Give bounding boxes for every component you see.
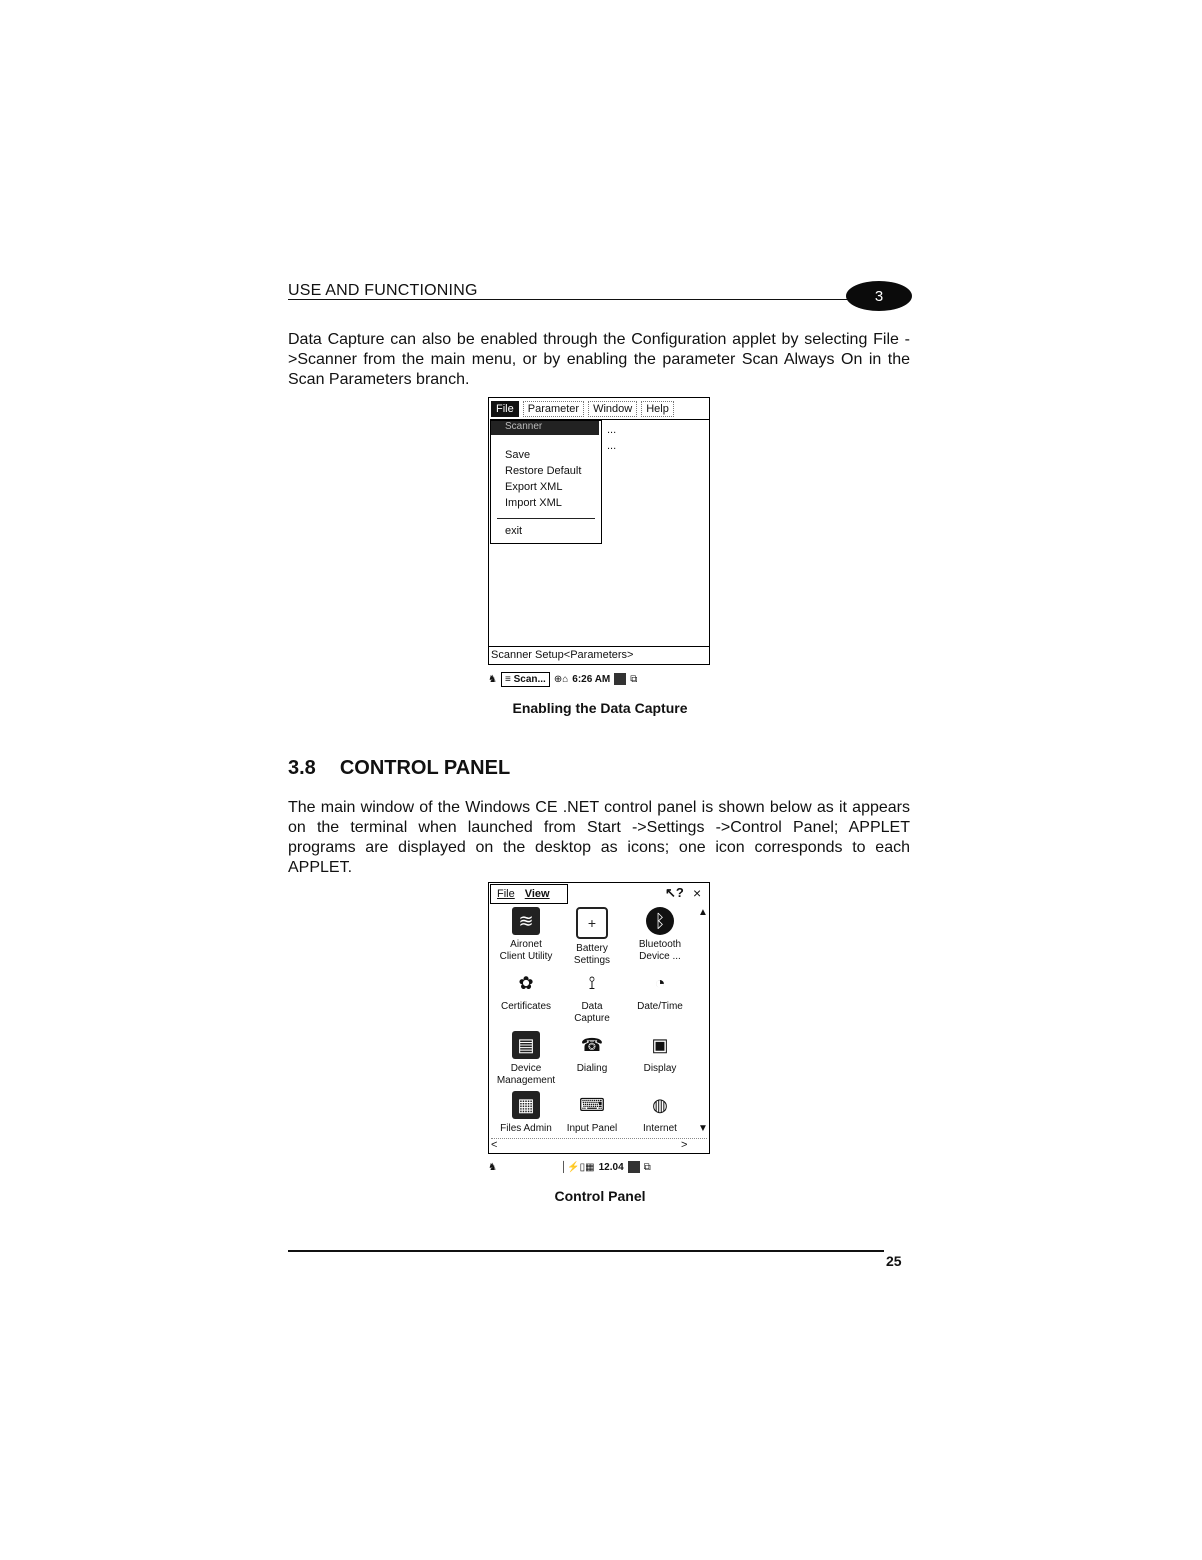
- applet-label: Internet: [643, 1123, 677, 1134]
- file-dropdown-menu: [490, 420, 602, 544]
- start-icon[interactable]: ♞: [488, 1161, 497, 1173]
- chapter-badge: 3: [846, 281, 912, 311]
- menu-bar: [490, 884, 568, 904]
- page-number: 25: [886, 1253, 902, 1269]
- taskbar: [488, 667, 710, 691]
- applet-certificates[interactable]: [491, 969, 561, 1013]
- desktop-icon[interactable]: ⧉: [643, 1161, 651, 1173]
- applet-label: Management: [496, 1075, 556, 1086]
- applet-battery[interactable]: [557, 907, 627, 967]
- menu-item-restore-default[interactable]: Restore Default: [505, 465, 582, 477]
- applet-internet[interactable]: [625, 1091, 695, 1135]
- footer-rule: [288, 1250, 884, 1252]
- applet-label: Input Panel: [566, 1123, 618, 1134]
- horizontal-scrollbar[interactable]: [491, 1138, 707, 1151]
- applet-display[interactable]: [625, 1031, 695, 1075]
- applet-label: Settings: [573, 955, 611, 966]
- scanner-icon: ≡: [504, 673, 514, 685]
- config-applet-screenshot: [488, 397, 710, 665]
- files-icon: ▦: [512, 1091, 540, 1119]
- scroll-up-arrow[interactable]: ▲: [698, 907, 708, 918]
- menu-separator: [497, 518, 595, 519]
- keyboard-icon: ⌨: [579, 1095, 605, 1115]
- applet-label: Battery: [576, 943, 608, 954]
- display-icon: ▣: [651, 1035, 669, 1055]
- applet-label: Client Utility: [499, 951, 553, 962]
- close-button[interactable]: ×: [693, 885, 702, 901]
- taskbar: [488, 1156, 710, 1178]
- certificate-icon: ✿: [518, 973, 534, 993]
- applet-aironet[interactable]: [491, 907, 561, 963]
- start-icon[interactable]: ♞: [488, 673, 497, 685]
- clock: 12.04: [598, 1161, 624, 1173]
- scroll-left-arrow[interactable]: <: [491, 1139, 498, 1151]
- task-label: Scan...: [513, 673, 546, 685]
- applet-files-admin[interactable]: [491, 1091, 561, 1135]
- menu-view[interactable]: View: [524, 888, 550, 900]
- applet-label: Files Admin: [500, 1123, 552, 1134]
- section-title: CONTROL PANEL: [339, 757, 511, 779]
- section-heading: [288, 757, 510, 780]
- help-button[interactable]: [665, 885, 684, 901]
- phone-icon: ☎: [580, 1035, 604, 1055]
- menu-file[interactable]: File: [491, 401, 519, 417]
- menu-window[interactable]: Window: [588, 401, 637, 417]
- menu-item-import-xml[interactable]: Import XML: [505, 497, 562, 509]
- status-bar: Scanner Setup<Parameters>: [489, 646, 709, 664]
- menu-item-export-xml[interactable]: Export XML: [505, 481, 563, 493]
- help-label: ?: [675, 885, 684, 900]
- data-capture-icon: ⟟: [588, 973, 596, 993]
- input-panel-icon[interactable]: [614, 673, 626, 685]
- task-button-scan[interactable]: [501, 672, 550, 687]
- applet-label: Capture: [574, 1013, 610, 1024]
- menu-item-save[interactable]: Save: [505, 449, 531, 461]
- figure-caption: Control Panel: [554, 1188, 646, 1204]
- ellipsis-label: ...: [607, 424, 617, 436]
- menu-help[interactable]: Help: [641, 401, 674, 417]
- pointer-icon: ↖: [665, 885, 676, 900]
- battery-icon: +: [576, 907, 608, 939]
- applet-label: Certificates: [500, 1001, 551, 1012]
- control-panel-paragraph: The main window of the Windows CE .NET control panel is shown below as it appears on the terminal when launched from Start ->Settings ->Control Panel; APPLET programs are displayed on the desktop as icons; one icon corresponds to each APPLET.: [288, 799, 910, 876]
- desktop-icon[interactable]: ⧉: [630, 673, 638, 685]
- wifi-icon: ≋: [512, 907, 540, 935]
- clock-icon: ◔: [654, 973, 666, 993]
- applet-label: Device: [510, 1063, 542, 1074]
- menu-file[interactable]: File: [497, 888, 515, 900]
- scroll-down-arrow[interactable]: ▼: [698, 1123, 708, 1134]
- running-header: USE AND FUNCTIONING: [288, 282, 478, 299]
- menu-parameter[interactable]: Parameter: [523, 401, 584, 417]
- section-number: 3.8: [288, 757, 316, 779]
- menu-item-scanner[interactable]: Scanner: [491, 421, 599, 435]
- menu-bar: [490, 399, 709, 420]
- tray-icons: ⊕⌂: [553, 673, 569, 685]
- clock: 6:26 AM: [572, 673, 611, 685]
- header-rule: [288, 299, 848, 300]
- input-panel-icon[interactable]: [628, 1161, 640, 1173]
- applet-label: Date/Time: [637, 1001, 683, 1012]
- applet-label: Data: [581, 1001, 603, 1012]
- applet-label: Bluetooth: [638, 939, 682, 950]
- applet-bluetooth[interactable]: [625, 907, 695, 963]
- menu-item-exit[interactable]: exit: [505, 525, 523, 537]
- globe-icon: ◍: [652, 1095, 668, 1115]
- applet-date-time[interactable]: [625, 969, 695, 1013]
- applet-data-capture[interactable]: [557, 969, 627, 1025]
- device-management-icon: ▤: [512, 1031, 540, 1059]
- figure-caption: Enabling the Data Capture: [512, 700, 688, 716]
- tray-icons: │⚡▯▦: [560, 1161, 595, 1173]
- applet-label: Aironet: [510, 939, 542, 950]
- control-panel-screenshot: [488, 882, 710, 1154]
- applet-label: Display: [643, 1063, 677, 1074]
- ellipsis-label: ...: [607, 440, 617, 452]
- applet-device-management[interactable]: [491, 1031, 561, 1087]
- applet-input-panel[interactable]: [557, 1091, 627, 1135]
- applet-label: Dialing: [576, 1063, 608, 1074]
- intro-paragraph: Data Capture can also be enabled through the Configuration applet by selecting File ->Scanner from the main menu, or by enabling the parameter Scan Always On in the Scan Parameters branch.: [288, 331, 910, 388]
- bluetooth-icon: ᛒ: [646, 907, 674, 935]
- applet-dialing[interactable]: [557, 1031, 627, 1075]
- applet-label: Device ...: [639, 951, 681, 962]
- scroll-right-arrow[interactable]: >: [681, 1139, 688, 1151]
